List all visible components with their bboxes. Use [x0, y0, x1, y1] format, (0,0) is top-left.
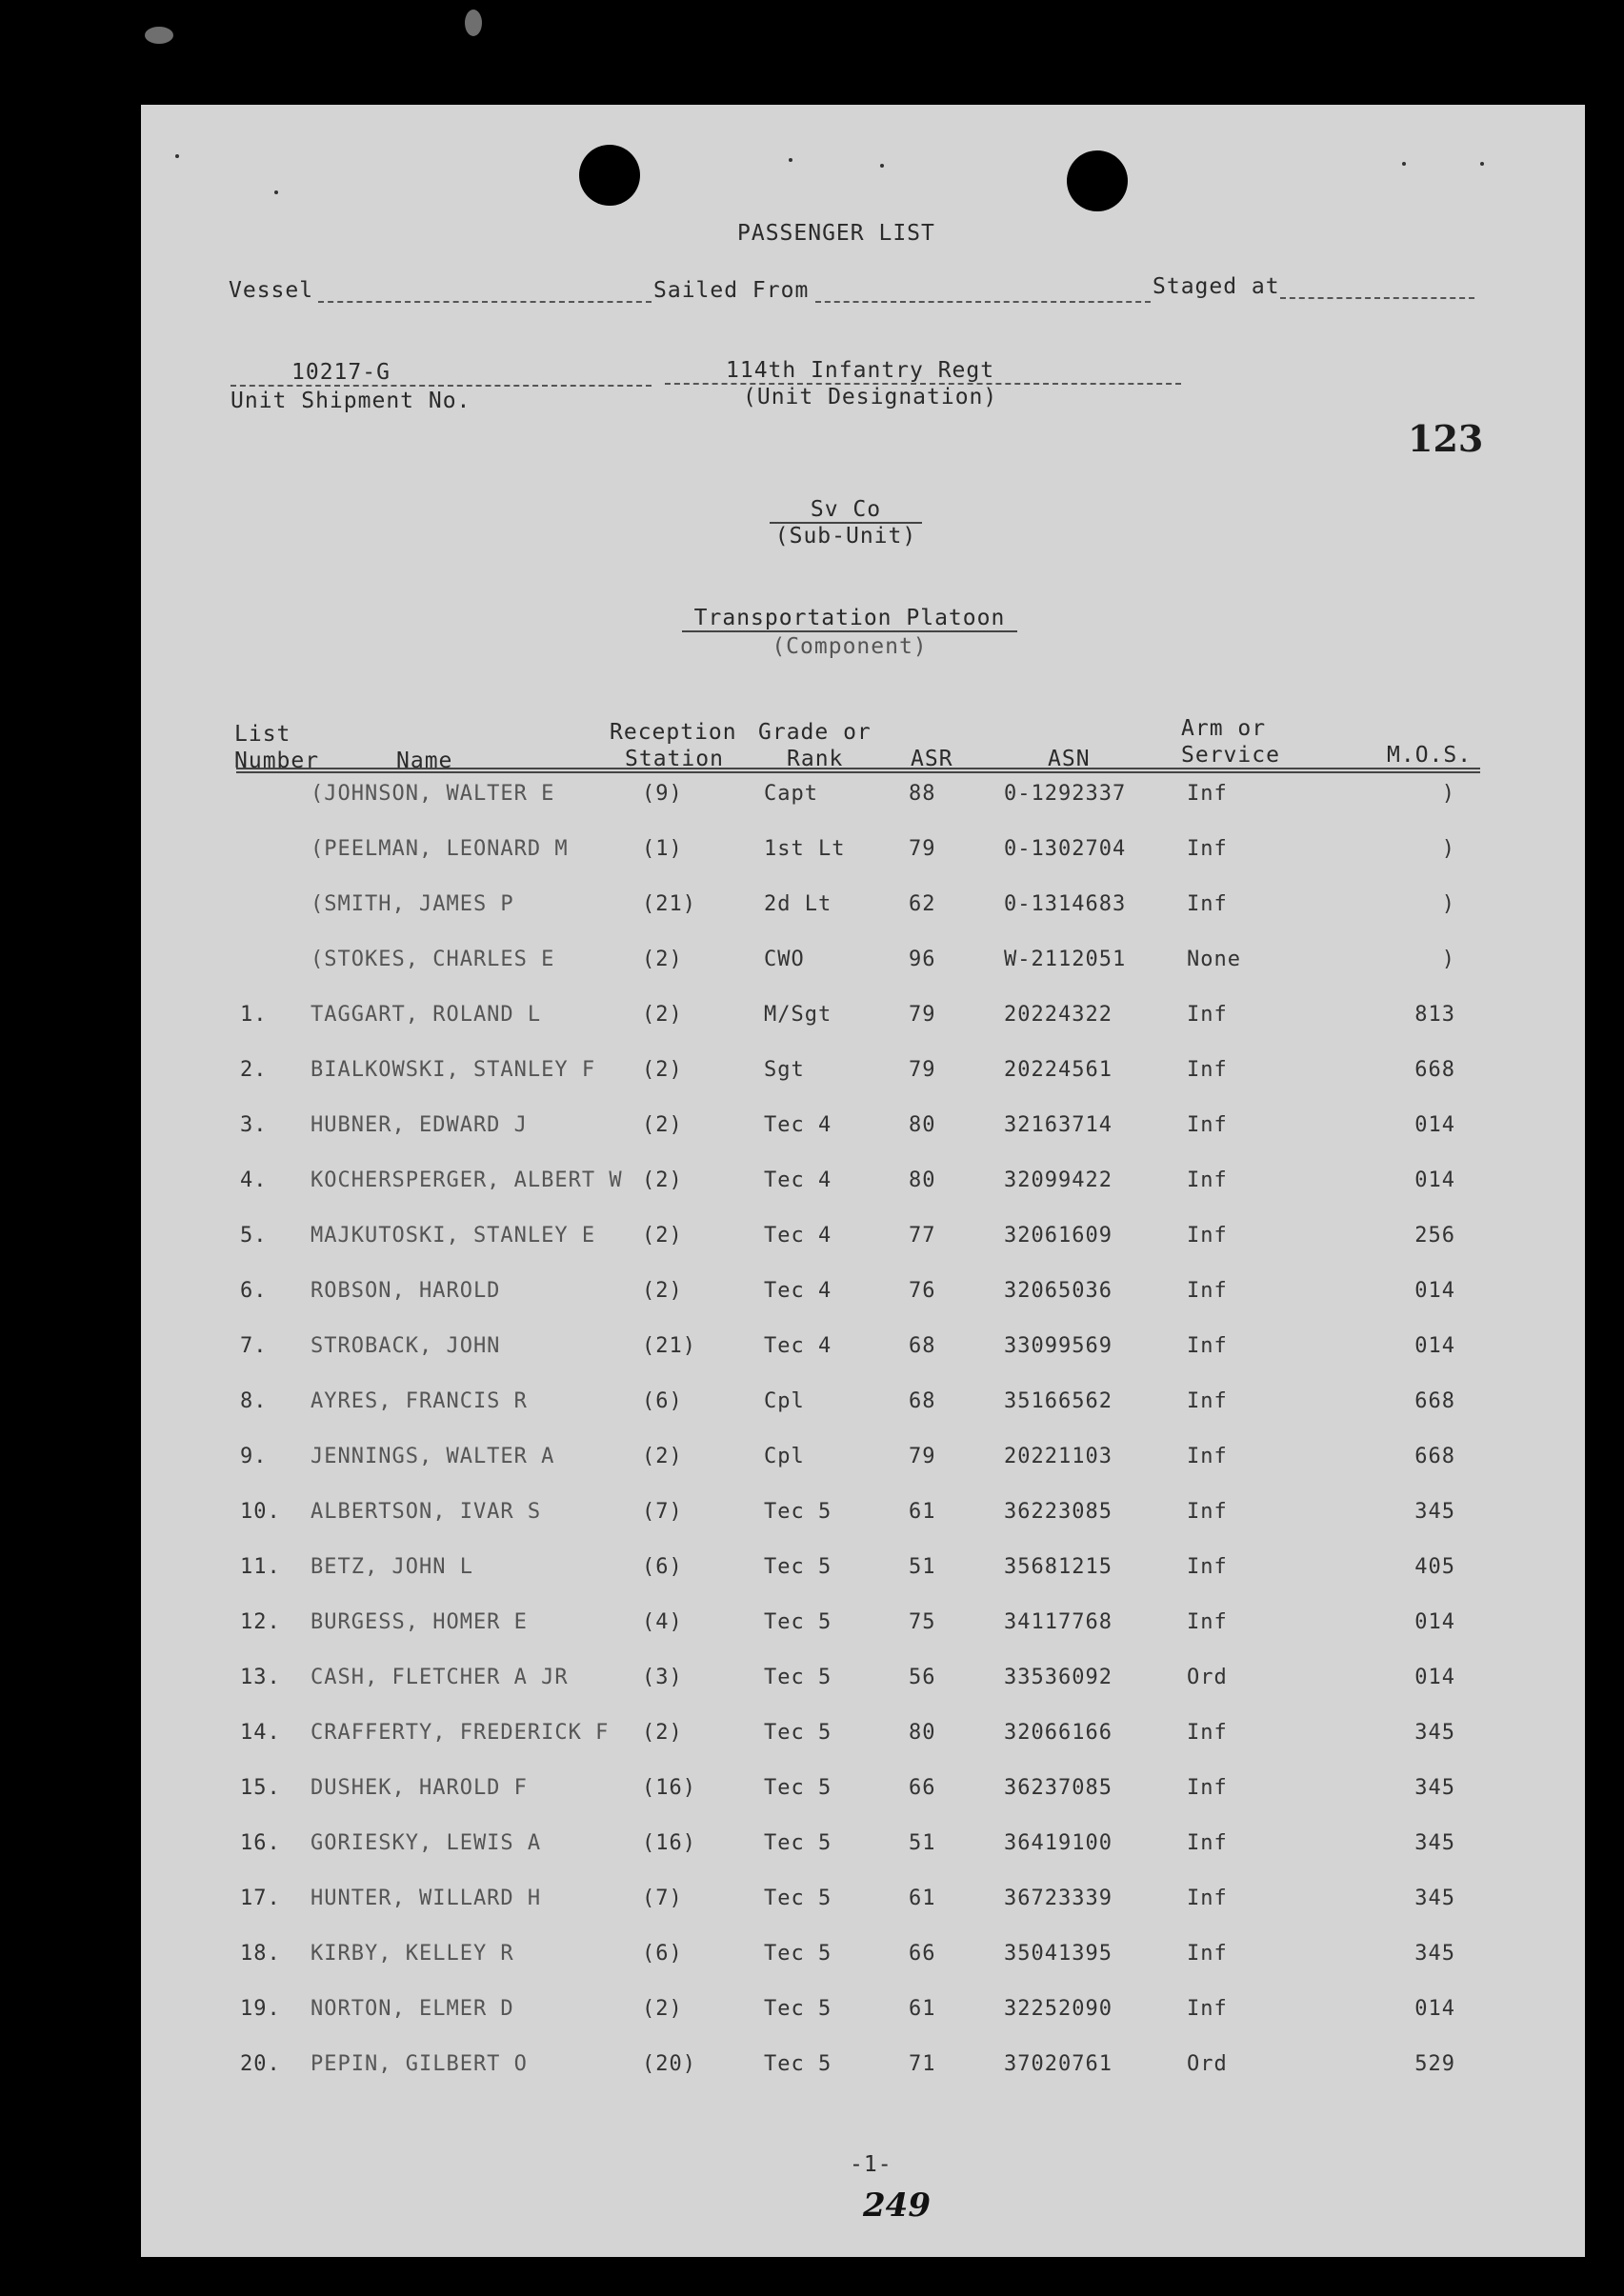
cell-arm: Inf: [1187, 782, 1228, 806]
handwritten-note: 249: [863, 2186, 931, 2225]
cell-name: (SMITH, JAMES P: [311, 892, 514, 916]
cell-grade: Sgt: [764, 1058, 805, 1082]
table-row: [141, 1112, 1585, 1141]
cell-num: 18.: [240, 1942, 281, 1966]
cell-mos: 529: [1414, 2052, 1455, 2076]
cell-grade: Tec 5: [764, 1721, 832, 1745]
cell-grade: Tec 4: [764, 1113, 832, 1137]
table-row: [141, 1278, 1585, 1307]
cell-station: (4): [642, 1610, 683, 1634]
cell-num: 7.: [240, 1334, 268, 1358]
cell-asr: 61: [909, 1500, 936, 1524]
cell-name: CRAFFERTY, FREDERICK F: [311, 1721, 610, 1745]
unit-designation-label: (Unit Designation): [743, 385, 998, 409]
table-row: [141, 1223, 1585, 1251]
cell-mos: 256: [1414, 1224, 1455, 1248]
cell-arm: Inf: [1187, 1279, 1228, 1303]
sub-unit: Sv Co: [770, 497, 922, 524]
table-row: [141, 1665, 1585, 1693]
cell-name: HUBNER, EDWARD J: [311, 1113, 528, 1137]
cell-name: STROBACK, JOHN: [311, 1334, 501, 1358]
cell-mos: 345: [1414, 1942, 1455, 1966]
cell-station: (9): [642, 782, 683, 806]
cell-arm: None: [1187, 948, 1241, 971]
table-row: [141, 947, 1585, 975]
cell-asr: 79: [909, 1058, 936, 1082]
cell-grade: Tec 5: [764, 1666, 832, 1689]
table-row: [141, 1002, 1585, 1030]
cell-num: 10.: [240, 1500, 281, 1524]
cell-num: 6.: [240, 1279, 268, 1303]
vessel-label: Vessel: [229, 278, 314, 303]
table-row: [141, 891, 1585, 920]
component: Transportation Platoon: [682, 606, 1017, 632]
cell-asr: 77: [909, 1224, 936, 1248]
cell-asn: 20224322: [1004, 1003, 1113, 1027]
cell-arm: Inf: [1187, 1500, 1228, 1524]
cell-asr: 79: [909, 1003, 936, 1027]
cell-arm: Inf: [1187, 1942, 1228, 1966]
cell-grade: Tec 5: [764, 1776, 832, 1800]
cell-mos: 014: [1414, 1113, 1455, 1137]
header-grade: Grade or: [758, 720, 872, 745]
cell-grade: CWO: [764, 948, 805, 971]
unit-designation: 114th Infantry Regt: [726, 358, 995, 383]
cell-asr: 56: [909, 1666, 936, 1689]
table-row: [141, 1444, 1585, 1472]
cell-arm: Inf: [1187, 1445, 1228, 1468]
page-number: -1-: [850, 2152, 892, 2177]
cell-arm: Inf: [1187, 1721, 1228, 1745]
cell-grade: Tec 5: [764, 1997, 832, 2021]
table-row: [141, 1388, 1585, 1417]
table-row: [141, 1996, 1585, 2025]
cell-station: (3): [642, 1666, 683, 1689]
table-row: [141, 1333, 1585, 1362]
cell-asn: 32099422: [1004, 1168, 1113, 1192]
sheet-number-stamp: 123: [1408, 417, 1484, 460]
cell-num: 3.: [240, 1113, 268, 1137]
cell-num: 15.: [240, 1776, 281, 1800]
cell-mos: 014: [1414, 1334, 1455, 1358]
cell-station: (2): [642, 1445, 683, 1468]
cell-num: 12.: [240, 1610, 281, 1634]
cell-name: CASH, FLETCHER A JR: [311, 1666, 569, 1689]
cell-num: 16.: [240, 1831, 281, 1855]
header-reception: Reception: [610, 720, 737, 745]
cell-station: (16): [642, 1776, 696, 1800]
cell-station: (2): [642, 1003, 683, 1027]
table-row: [141, 1830, 1585, 1859]
staged-at-blank: [1280, 297, 1474, 299]
cell-station: (2): [642, 1997, 683, 2021]
cell-asr: 61: [909, 1887, 936, 1910]
cell-asn: 36419100: [1004, 1831, 1113, 1855]
cell-asn: W-2112051: [1004, 948, 1127, 971]
cell-station: (21): [642, 892, 696, 916]
cell-asr: 79: [909, 837, 936, 861]
cell-num: 5.: [240, 1224, 268, 1248]
cell-name: GORIESKY, LEWIS A: [311, 1831, 542, 1855]
cell-station: (7): [642, 1887, 683, 1910]
cell-asr: 66: [909, 1776, 936, 1800]
cell-grade: Tec 4: [764, 1224, 832, 1248]
cell-mos: ): [1441, 948, 1455, 971]
cell-grade: Capt: [764, 782, 818, 806]
cell-num: 13.: [240, 1666, 281, 1689]
cell-num: 11.: [240, 1555, 281, 1579]
cell-asr: 96: [909, 948, 936, 971]
cell-asr: 66: [909, 1942, 936, 1966]
table-row: [141, 1609, 1585, 1638]
cell-name: ALBERTSON, IVAR S: [311, 1500, 542, 1524]
table-row: [141, 2051, 1585, 2080]
cell-grade: Tec 4: [764, 1334, 832, 1358]
cell-mos: 668: [1414, 1389, 1455, 1413]
header-arm: Arm or: [1181, 716, 1267, 741]
cell-mos: 668: [1414, 1058, 1455, 1082]
cell-station: (6): [642, 1555, 683, 1579]
cell-asn: 33536092: [1004, 1666, 1113, 1689]
cell-asr: 62: [909, 892, 936, 916]
vessel-blank: [318, 301, 652, 303]
cell-asn: 36723339: [1004, 1887, 1113, 1910]
cell-num: 1.: [240, 1003, 268, 1027]
table-row: [141, 1941, 1585, 1969]
cell-mos: 014: [1414, 1168, 1455, 1192]
unit-shipment-no: 10217-G: [291, 360, 391, 385]
table-row: [141, 1554, 1585, 1583]
header-mos: M.O.S.: [1387, 743, 1473, 768]
table-row: [141, 1720, 1585, 1748]
table-row: [141, 1499, 1585, 1527]
cell-station: (2): [642, 948, 683, 971]
table-row: [141, 836, 1585, 865]
table-row: [141, 1886, 1585, 1914]
cell-station: (2): [642, 1113, 683, 1137]
cell-name: KIRBY, KELLEY R: [311, 1942, 514, 1966]
cell-station: (2): [642, 1168, 683, 1192]
cell-mos: 345: [1414, 1500, 1455, 1524]
cell-mos: ): [1441, 782, 1455, 806]
cell-asr: 61: [909, 1997, 936, 2021]
cell-asr: 79: [909, 1445, 936, 1468]
cell-name: DUSHEK, HAROLD F: [311, 1776, 528, 1800]
cell-asn: 34117768: [1004, 1610, 1113, 1634]
cell-asn: 32061609: [1004, 1224, 1113, 1248]
cell-station: (2): [642, 1058, 683, 1082]
component-label: (Component): [772, 634, 928, 659]
cell-name: MAJKUTOSKI, STANLEY E: [311, 1224, 596, 1248]
document-page: [141, 105, 1585, 2257]
speck: [1480, 162, 1484, 166]
cell-grade: M/Sgt: [764, 1003, 832, 1027]
cell-arm: Inf: [1187, 1887, 1228, 1910]
cell-asn: 32066166: [1004, 1721, 1113, 1745]
cell-station: (7): [642, 1500, 683, 1524]
cell-asr: 80: [909, 1113, 936, 1137]
paper-scrap: [465, 10, 482, 36]
header-rank: Rank: [787, 747, 844, 771]
cell-asr: 68: [909, 1334, 936, 1358]
cell-asn: 37020761: [1004, 2052, 1113, 2076]
cell-asr: 88: [909, 782, 936, 806]
cell-station: (2): [642, 1279, 683, 1303]
cell-grade: Tec 5: [764, 1942, 832, 1966]
cell-arm: Inf: [1187, 1831, 1228, 1855]
table-row: [141, 1168, 1585, 1196]
cell-asr: 68: [909, 1389, 936, 1413]
cell-grade: Tec 5: [764, 1500, 832, 1524]
punch-hole: [579, 145, 640, 206]
cell-grade: Cpl: [764, 1445, 805, 1468]
cell-num: 2.: [240, 1058, 268, 1082]
cell-grade: Tec 5: [764, 2052, 832, 2076]
sailed-from-blank: [815, 301, 1151, 303]
cell-asn: 33099569: [1004, 1334, 1113, 1358]
cell-station: (2): [642, 1721, 683, 1745]
cell-arm: Inf: [1187, 1113, 1228, 1137]
cell-arm: Inf: [1187, 1555, 1228, 1579]
cell-station: (2): [642, 1224, 683, 1248]
speck: [789, 158, 792, 162]
table-row: [141, 781, 1585, 809]
header-rule: [236, 771, 1480, 773]
header-list: List: [234, 722, 291, 747]
speck: [880, 164, 884, 168]
header-asr: ASR: [911, 747, 953, 771]
sub-unit-label: (Sub-Unit): [774, 524, 917, 549]
cell-asn: 20224561: [1004, 1058, 1113, 1082]
cell-grade: Tec 4: [764, 1279, 832, 1303]
cell-name: HUNTER, WILLARD H: [311, 1887, 542, 1910]
speck: [274, 190, 278, 194]
cell-mos: 014: [1414, 1279, 1455, 1303]
cell-name: NORTON, ELMER D: [311, 1997, 514, 2021]
cell-station: (21): [642, 1334, 696, 1358]
cell-asn: 0-1292337: [1004, 782, 1127, 806]
cell-asn: 36223085: [1004, 1500, 1113, 1524]
cell-arm: Inf: [1187, 1997, 1228, 2021]
cell-name: PEPIN, GILBERT O: [311, 2052, 528, 2076]
cell-mos: 014: [1414, 1997, 1455, 2021]
cell-asr: 76: [909, 1279, 936, 1303]
cell-arm: Inf: [1187, 1776, 1228, 1800]
cell-asn: 36237085: [1004, 1776, 1113, 1800]
cell-name: (PEELMAN, LEONARD M: [311, 837, 569, 861]
table-row: [141, 1775, 1585, 1804]
cell-asn: 20221103: [1004, 1445, 1113, 1468]
cell-mos: ): [1441, 892, 1455, 916]
punch-hole: [1067, 150, 1128, 211]
cell-asr: 51: [909, 1555, 936, 1579]
cell-station: (16): [642, 1831, 696, 1855]
cell-arm: Inf: [1187, 1168, 1228, 1192]
cell-name: (STOKES, CHARLES E: [311, 948, 555, 971]
cell-num: 8.: [240, 1389, 268, 1413]
cell-name: BIALKOWSKI, STANLEY F: [311, 1058, 596, 1082]
unit-shipment-label: Unit Shipment No.: [231, 389, 471, 413]
cell-num: 14.: [240, 1721, 281, 1745]
cell-arm: Inf: [1187, 1058, 1228, 1082]
unit-shipment-underline: [231, 385, 652, 387]
cell-grade: Tec 5: [764, 1887, 832, 1910]
cell-asn: 0-1302704: [1004, 837, 1127, 861]
cell-mos: 345: [1414, 1776, 1455, 1800]
cell-asr: 75: [909, 1610, 936, 1634]
cell-arm: Inf: [1187, 837, 1228, 861]
cell-asn: 35166562: [1004, 1389, 1113, 1413]
cell-arm: Inf: [1187, 1389, 1228, 1413]
cell-mos: 014: [1414, 1610, 1455, 1634]
cell-num: 20.: [240, 2052, 281, 2076]
cell-arm: Inf: [1187, 1334, 1228, 1358]
cell-asr: 80: [909, 1721, 936, 1745]
speck: [175, 154, 179, 158]
cell-grade: Tec 5: [764, 1610, 832, 1634]
cell-asr: 80: [909, 1168, 936, 1192]
cell-asn: 35041395: [1004, 1942, 1113, 1966]
staged-at-label: Staged at: [1153, 274, 1280, 299]
cell-mos: 405: [1414, 1555, 1455, 1579]
cell-num: 9.: [240, 1445, 268, 1468]
cell-mos: 345: [1414, 1831, 1455, 1855]
cell-num: 4.: [240, 1168, 268, 1192]
cell-name: ROBSON, HAROLD: [311, 1279, 501, 1303]
cell-name: KOCHERSPERGER, ALBERT W: [311, 1168, 623, 1192]
cell-asn: 32252090: [1004, 1997, 1113, 2021]
cell-station: (6): [642, 1389, 683, 1413]
cell-asn: 0-1314683: [1004, 892, 1127, 916]
cell-arm: Ord: [1187, 2052, 1228, 2076]
cell-asn: 35681215: [1004, 1555, 1113, 1579]
cell-name: BURGESS, HOMER E: [311, 1610, 528, 1634]
form-title: PASSENGER LIST: [737, 221, 935, 246]
cell-station: (1): [642, 837, 683, 861]
table-row: [141, 1057, 1585, 1086]
cell-asn: 32163714: [1004, 1113, 1113, 1137]
sailed-from-label: Sailed From: [653, 278, 810, 303]
cell-arm: Inf: [1187, 1224, 1228, 1248]
cell-mos: 014: [1414, 1666, 1455, 1689]
cell-asn: 32065036: [1004, 1279, 1113, 1303]
cell-name: AYRES, FRANCIS R: [311, 1389, 528, 1413]
header-asn: ASN: [1048, 747, 1091, 771]
cell-num: 19.: [240, 1997, 281, 2021]
cell-grade: 1st Lt: [764, 837, 846, 861]
cell-station: (20): [642, 2052, 696, 2076]
cell-grade: Tec 4: [764, 1168, 832, 1192]
cell-asr: 51: [909, 1831, 936, 1855]
cell-grade: Tec 5: [764, 1555, 832, 1579]
header-name: Name: [396, 749, 453, 773]
cell-grade: 2d Lt: [764, 892, 832, 916]
cell-grade: Tec 5: [764, 1831, 832, 1855]
header-number: Number: [234, 749, 320, 773]
cell-mos: 345: [1414, 1887, 1455, 1910]
cell-asr: 71: [909, 2052, 936, 2076]
cell-mos: 345: [1414, 1721, 1455, 1745]
cell-name: JENNINGS, WALTER A: [311, 1445, 555, 1468]
cell-grade: Cpl: [764, 1389, 805, 1413]
header-service: Service: [1181, 743, 1280, 768]
cell-num: 17.: [240, 1887, 281, 1910]
paper-scrap: [145, 27, 173, 44]
cell-arm: Inf: [1187, 1610, 1228, 1634]
speck: [1402, 162, 1406, 166]
cell-name: TAGGART, ROLAND L: [311, 1003, 542, 1027]
cell-arm: Ord: [1187, 1666, 1228, 1689]
header-station: Station: [625, 747, 724, 771]
cell-name: BETZ, JOHN L: [311, 1555, 473, 1579]
cell-mos: ): [1441, 837, 1455, 861]
header-rule: [236, 768, 1480, 769]
cell-mos: 668: [1414, 1445, 1455, 1468]
cell-arm: Inf: [1187, 1003, 1228, 1027]
cell-arm: Inf: [1187, 892, 1228, 916]
cell-mos: 813: [1414, 1003, 1455, 1027]
cell-name: (JOHNSON, WALTER E: [311, 782, 555, 806]
cell-station: (6): [642, 1942, 683, 1966]
